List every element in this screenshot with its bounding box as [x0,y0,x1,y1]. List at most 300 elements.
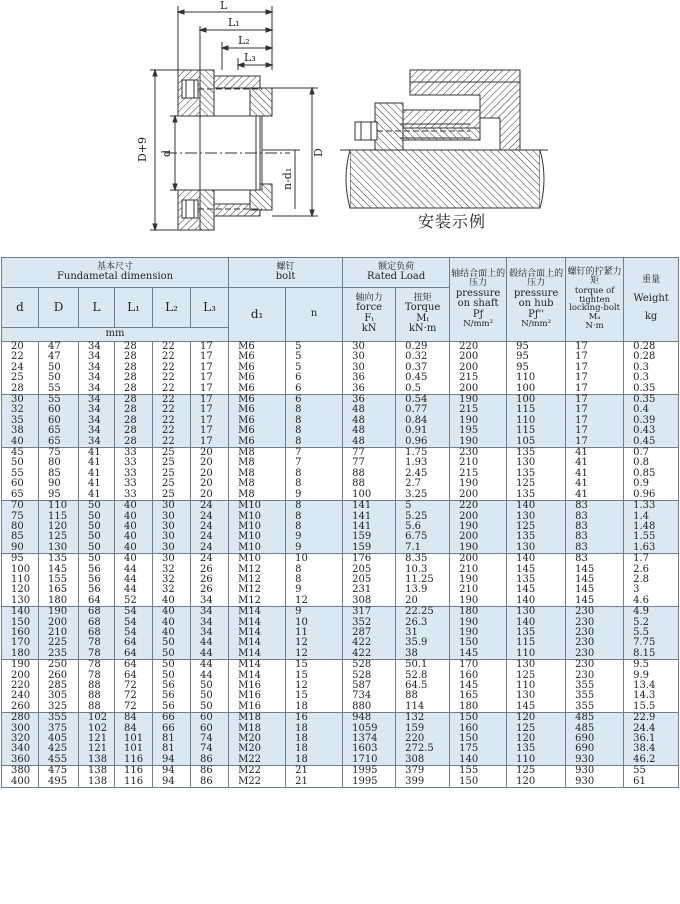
cell-L2: 50 [153,638,191,648]
cell-L3: 44 [191,671,229,681]
cell-weight: 0.7 [624,448,679,459]
cell-d1: M6 [229,437,286,448]
cell-L: 50 [79,543,115,554]
cell-pressure-shaft: 220 [450,342,507,353]
table-row [2,554,679,565]
cell-pressure-shaft: 150 [450,713,507,724]
cell-pressure-hub: 130 [507,458,566,468]
header-load-cn: 额定负荷 [378,261,415,272]
cell-weight: 9.5 [624,660,679,671]
cell-weight: 46.2 [624,755,679,766]
cell-L1: 40 [115,522,153,532]
cell-pressure-hub: 125 [507,724,566,734]
cell-torque: 6.75 [396,532,450,542]
cell-tightening-torque: 145 [566,596,624,607]
cell-n: 10 [286,618,343,628]
cell-tightening-torque: 230 [566,671,624,681]
cell-L1: 40 [115,532,153,542]
cell-L2: 94 [153,766,191,777]
cell-L1: 116 [115,766,153,777]
cell-L1: 33 [115,479,153,489]
cell-d: 28 [2,384,39,395]
cell-pressure-hub: 130 [507,691,566,701]
cell-L2: 25 [153,479,191,489]
cell-d1: M6 [229,426,286,436]
cell-L3: 44 [191,649,229,660]
cell-L3: 60 [191,724,229,734]
cell-L2: 22 [153,373,191,383]
cell-tightening-torque: 41 [566,490,624,501]
cell-torque: 399 [396,777,450,788]
cell-n: 9 [286,607,343,618]
cell-D: 155 [39,575,79,585]
cell-axial-force: 159 [343,532,396,542]
cell-n: 18 [286,734,343,744]
cell-pressure-shaft: 165 [450,691,507,701]
cell-L1: 64 [115,638,153,648]
cell-L: 88 [79,681,115,691]
cell-n: 8 [286,405,343,415]
header-axial-force [343,288,396,342]
cell-weight: 2.6 [624,565,679,575]
cell-L3: 20 [191,448,229,459]
cell-tightening-torque: 230 [566,638,624,648]
cell-pressure-hub: 135 [507,469,566,479]
cell-d1: M10 [229,501,286,512]
cell-L2: 32 [153,575,191,585]
header-tq-sym: Mₜ [416,312,429,324]
cell-d: 24 [2,363,39,373]
cell-pressure-shaft: 200 [450,554,507,565]
cell-tightening-torque: 17 [566,352,624,362]
cell-L: 41 [79,490,115,501]
cell-d: 60 [2,479,39,489]
cell-L3: 24 [191,532,229,542]
cell-L: 56 [79,585,115,595]
cell-torque: 0.37 [396,363,450,373]
cell-L: 50 [79,522,115,532]
header-wt-unit: kg [644,311,658,323]
cell-L2: 22 [153,426,191,436]
cell-d1: M6 [229,363,286,373]
cell-pressure-shaft: 155 [450,766,507,777]
cell-d1: M12 [229,575,286,585]
table-row [2,501,679,512]
cell-L3: 17 [191,373,229,383]
cell-D: 235 [39,649,79,660]
cell-D: 210 [39,628,79,638]
header-ps-en: pressure on shaft [455,287,501,310]
cell-L3: 24 [191,522,229,532]
cell-weight: 0.4 [624,405,679,415]
cell-axial-force: 1603 [343,744,396,754]
cell-axial-force: 141 [343,501,396,512]
cell-L3: 24 [191,501,229,512]
cell-pressure-shaft: 190 [450,596,507,607]
cell-L3: 24 [191,554,229,565]
cell-axial-force: 948 [343,713,396,724]
cell-weight: 8.15 [624,649,679,660]
cell-n: 21 [286,766,343,777]
cell-torque: 88 [396,691,450,701]
cell-pressure-shaft: 190 [450,543,507,554]
cell-axial-force: 88 [343,479,396,489]
header-bolt-en: bolt [275,270,296,282]
dim-label-D: D [312,148,325,157]
cell-torque: 52.8 [396,671,450,681]
cell-tightening-torque: 485 [566,724,624,734]
cell-d: 150 [2,618,39,628]
cell-L3: 86 [191,755,229,766]
cell-L2: 32 [153,585,191,595]
cell-d: 95 [2,554,39,565]
cell-pressure-hub: 110 [507,373,566,383]
cell-d1: M20 [229,744,286,754]
cell-pressure-hub: 145 [507,565,566,575]
cell-d1: M16 [229,702,286,713]
cell-L: 88 [79,702,115,713]
header-wt-cn: 重量 [642,275,661,286]
cell-L: 56 [79,575,115,585]
cell-pressure-shaft: 145 [450,681,507,691]
cell-pressure-hub: 110 [507,681,566,691]
cell-L1: 116 [115,777,153,788]
cell-n: 11 [286,628,343,638]
cell-axial-force: 48 [343,416,396,426]
cell-pressure-hub: 135 [507,744,566,754]
cell-tightening-torque: 17 [566,405,624,415]
cell-n: 7 [286,448,343,459]
cell-d1: M6 [229,405,286,415]
cell-pressure-hub: 115 [507,638,566,648]
cell-L: 102 [79,724,115,734]
cell-d: 380 [2,766,39,777]
cell-L3: 50 [191,691,229,701]
cell-L1: 54 [115,618,153,628]
cell-L3: 17 [191,437,229,448]
cell-weight: 0.35 [624,395,679,406]
cell-pressure-shaft: 170 [450,660,507,671]
header-fundamental-dimension [2,258,229,288]
cell-L2: 25 [153,448,191,459]
locking-assembly-section-view [150,6,318,230]
cell-weight: 1.48 [624,522,679,532]
cell-d: 45 [2,448,39,459]
cell-weight: 0.96 [624,490,679,501]
cell-D: 47 [39,352,79,362]
table-row [2,713,679,724]
cell-L2: 50 [153,660,191,671]
cell-d1: M18 [229,713,286,724]
cell-n: 8 [286,522,343,532]
cell-d: 55 [2,469,39,479]
cell-D: 110 [39,501,79,512]
cell-pressure-shaft: 200 [450,363,507,373]
cell-L1: 116 [115,755,153,766]
specification-table-body [2,342,679,788]
header-af-cn: 轴向力 [355,293,383,304]
cell-weight: 38.4 [624,744,679,754]
cell-pressure-shaft: 195 [450,426,507,436]
cell-tightening-torque: 145 [566,565,624,575]
cell-weight: 1.4 [624,512,679,522]
cell-weight: 22.9 [624,713,679,724]
cell-axial-force: 587 [343,681,396,691]
cell-n: 8 [286,565,343,575]
cell-tightening-torque: 485 [566,713,624,724]
cell-D: 50 [39,373,79,383]
cell-L: 138 [79,755,115,766]
cell-weight: 4.9 [624,607,679,618]
cell-L2: 40 [153,628,191,638]
cell-torque: 64.5 [396,681,450,691]
table-row [2,649,679,660]
cell-pressure-hub: 125 [507,671,566,681]
cell-axial-force: 48 [343,405,396,415]
cell-L2: 22 [153,405,191,415]
table-row [2,596,679,607]
header-tt-cn: 螺钉的拧紧力矩 [567,266,622,287]
cell-pressure-hub: 115 [507,405,566,415]
cell-D: 455 [39,755,79,766]
cell-d1: M14 [229,618,286,628]
cell-tightening-torque: 145 [566,585,624,595]
header-L3: L₃ [191,288,229,328]
cell-axial-force: 77 [343,458,396,468]
cell-D: 50 [39,363,79,373]
cell-axial-force: 48 [343,426,396,436]
cell-weight: 36.1 [624,734,679,744]
cell-D: 190 [39,607,79,618]
cell-L: 50 [79,532,115,542]
cell-pressure-hub: 130 [507,512,566,522]
cell-d1: M6 [229,342,286,353]
cell-tightening-torque: 930 [566,755,624,766]
cell-L2: 56 [153,681,191,691]
cell-D: 90 [39,479,79,489]
cell-weight: 55 [624,766,679,777]
cell-weight: 0.39 [624,416,679,426]
cell-torque: 0.54 [396,395,450,406]
cell-L1: 33 [115,458,153,468]
cell-L1: 40 [115,501,153,512]
cell-axial-force: 100 [343,490,396,501]
cell-pressure-shaft: 220 [450,501,507,512]
cell-d1: M12 [229,565,286,575]
cell-weight: 3 [624,585,679,595]
header-pressure-shaft [450,258,507,342]
header-L: L [79,288,115,328]
cell-pressure-hub: 115 [507,426,566,436]
cell-L2: 32 [153,565,191,575]
cell-L3: 17 [191,426,229,436]
cell-weight: 14.3 [624,691,679,701]
header-ph-sym: Pƒ'' [528,308,545,320]
cell-pressure-shaft: 200 [450,532,507,542]
header-ps-unit: N/mm² [463,319,494,330]
cell-n: 8 [286,426,343,436]
cell-L2: 66 [153,724,191,734]
cell-torque: 1.93 [396,458,450,468]
cell-L1: 40 [115,554,153,565]
cell-d1: M14 [229,671,286,681]
cell-L: 34 [79,342,115,353]
cell-pressure-shaft: 145 [450,649,507,660]
cell-pressure-hub: 140 [507,501,566,512]
cell-axial-force: 205 [343,575,396,585]
cell-pressure-shaft: 200 [450,384,507,395]
header-rated-load [343,258,450,288]
cell-D: 47 [39,342,79,353]
header-torque [396,288,450,342]
cell-L1: 28 [115,437,153,448]
cell-axial-force: 48 [343,437,396,448]
cell-pressure-shaft: 210 [450,585,507,595]
cell-pressure-hub: 130 [507,543,566,554]
cell-L1: 28 [115,342,153,353]
header-D: D [39,288,79,328]
cell-d: 170 [2,638,39,648]
cell-tightening-torque: 41 [566,448,624,459]
cell-L2: 30 [153,512,191,522]
cell-d1: M22 [229,766,286,777]
cell-axial-force: 1059 [343,724,396,734]
cell-d: 360 [2,755,39,766]
cell-tightening-torque: 83 [566,512,624,522]
cell-D: 85 [39,469,79,479]
cell-d: 30 [2,395,39,406]
cell-tightening-torque: 83 [566,532,624,542]
cell-L1: 28 [115,405,153,415]
cell-pressure-hub: 135 [507,628,566,638]
cell-L3: 17 [191,395,229,406]
cell-n: 18 [286,744,343,754]
cell-tightening-torque: 17 [566,373,624,383]
header-d1: d₁ [229,288,286,342]
cell-axial-force: 528 [343,671,396,681]
cell-L1: 44 [115,575,153,585]
cell-L3: 17 [191,352,229,362]
cell-L2: 81 [153,744,191,754]
header-ph-cn: 毂结合面上的压力 [509,268,564,289]
cell-d1: M12 [229,596,286,607]
cell-L3: 26 [191,565,229,575]
cell-tightening-torque: 17 [566,395,624,406]
cell-torque: 272.5 [396,744,450,754]
cell-L1: 40 [115,543,153,554]
cell-L3: 26 [191,585,229,595]
header-bolt [229,258,343,288]
cell-L: 41 [79,448,115,459]
header-basic-en: Fundametal dimension [56,270,174,282]
cell-pressure-shaft: 190 [450,437,507,448]
cell-L2: 30 [153,522,191,532]
cell-pressure-hub: 105 [507,437,566,448]
cell-L: 34 [79,384,115,395]
cell-pressure-shaft: 200 [450,490,507,501]
cell-axial-force: 141 [343,512,396,522]
cell-L: 78 [79,638,115,648]
cell-L: 78 [79,660,115,671]
cell-axial-force: 30 [343,363,396,373]
cell-d1: M6 [229,373,286,383]
cell-pressure-shaft: 190 [450,522,507,532]
cell-d1: M8 [229,448,286,459]
header-ph-unit: N/mm² [521,319,552,330]
cell-L: 41 [79,469,115,479]
cell-tightening-torque: 690 [566,744,624,754]
cell-L1: 101 [115,734,153,744]
cell-L: 41 [79,479,115,489]
cell-torque: 1.75 [396,448,450,459]
cell-L: 34 [79,395,115,406]
cell-D: 60 [39,416,79,426]
cell-d: 400 [2,777,39,788]
cell-L3: 17 [191,384,229,395]
cell-pressure-hub: 140 [507,618,566,628]
header-ps-sym: Pƒ [472,308,484,320]
cell-L2: 25 [153,458,191,468]
cell-weight: 15.5 [624,702,679,713]
cell-tightening-torque: 230 [566,618,624,628]
cell-d: 190 [2,660,39,671]
cell-torque: 50.1 [396,660,450,671]
cell-D: 355 [39,713,79,724]
cell-L2: 30 [153,543,191,554]
cell-pressure-shaft: 215 [450,405,507,415]
cell-d: 200 [2,671,39,681]
cell-L3: 24 [191,512,229,522]
cell-pressure-hub: 135 [507,490,566,501]
header-tq-cn: 扭矩 [413,293,432,304]
header-pressure-hub [507,258,566,342]
cell-L1: 44 [115,585,153,595]
cell-n: 6 [286,373,343,383]
cell-tightening-torque: 41 [566,469,624,479]
cell-D: 425 [39,744,79,754]
cell-axial-force: 528 [343,660,396,671]
cell-pressure-hub: 130 [507,607,566,618]
cell-L: 34 [79,352,115,362]
cell-d1: M10 [229,532,286,542]
cell-D: 130 [39,543,79,554]
dim-label-D-plus-9: D+9 [136,136,149,162]
cell-d: 180 [2,649,39,660]
cell-pressure-hub: 125 [507,479,566,489]
cell-torque: 26.3 [396,618,450,628]
cell-weight: 0.8 [624,458,679,468]
cell-pressure-hub: 145 [507,702,566,713]
cell-n: 8 [286,469,343,479]
cell-torque: 35.9 [396,638,450,648]
cell-L: 88 [79,691,115,701]
cell-d1: M10 [229,543,286,554]
cell-L1: 28 [115,416,153,426]
cell-axial-force: 77 [343,448,396,459]
cell-d1: M10 [229,512,286,522]
cell-L2: 22 [153,363,191,373]
cell-tightening-torque: 355 [566,702,624,713]
cell-n: 5 [286,363,343,373]
table-row [2,755,679,766]
table-row [2,607,679,618]
cell-L2: 40 [153,607,191,618]
cell-L2: 25 [153,490,191,501]
cell-L2: 56 [153,691,191,701]
cell-d: 20 [2,342,39,353]
cell-d: 80 [2,522,39,532]
cell-D: 55 [39,395,79,406]
